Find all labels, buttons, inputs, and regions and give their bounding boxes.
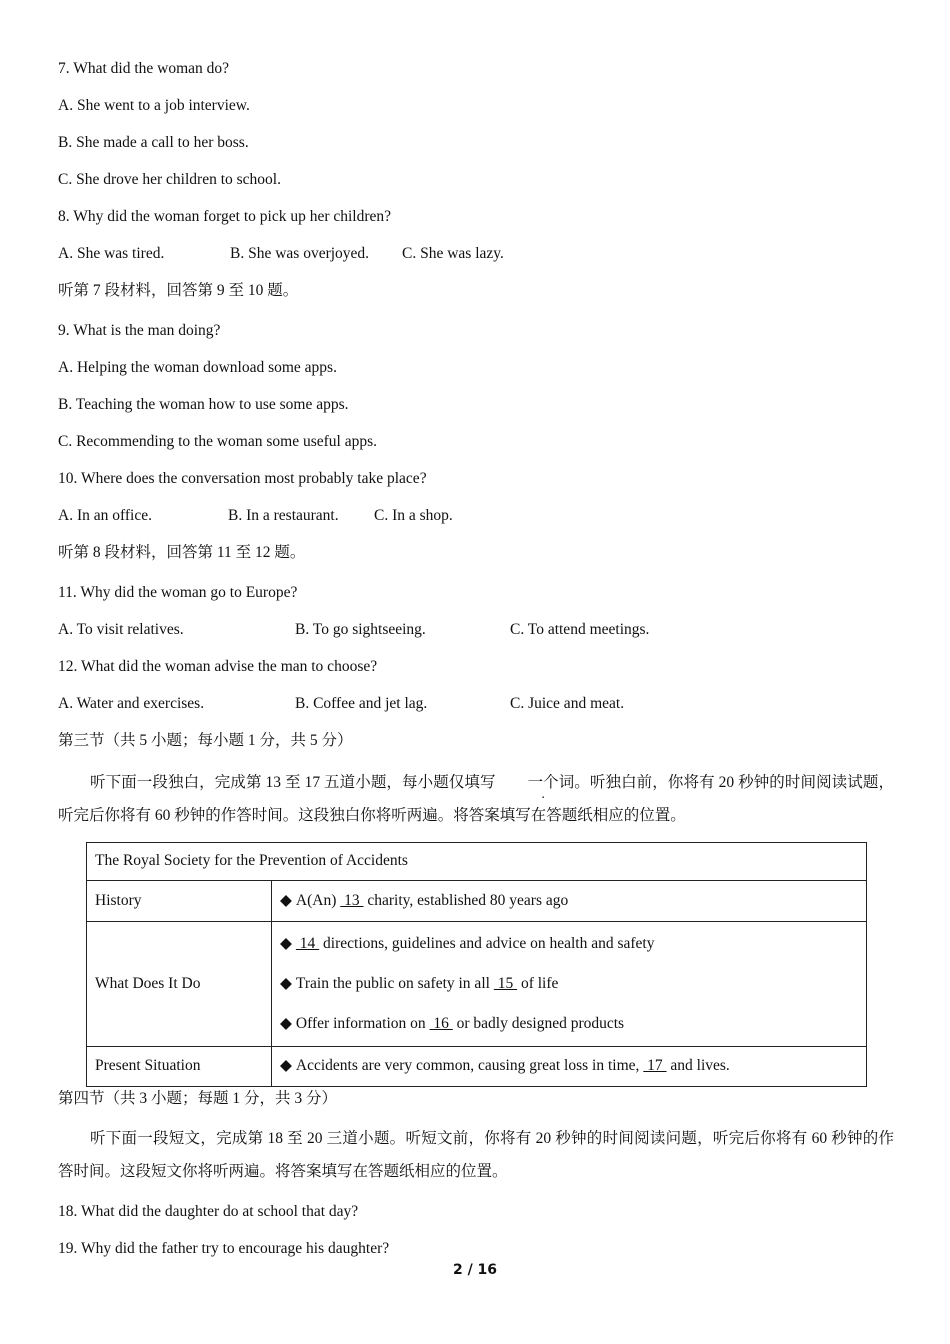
option-12c: C. Juice and meat.: [510, 695, 625, 712]
option-11c: C. To attend meetings.: [510, 621, 650, 638]
part-3-instr-post: 词。听独白前，你将有 20 秒钟的时间阅读试题，听完后你将有 60 秒钟的作答时间。这段独白你将听两遍。将答案填写在答题纸相应的位置。: [58, 774, 894, 824]
question-19: 19. Why did the father try to encourage his daughter?: [58, 1240, 390, 1257]
option-9a: A. Helping the woman download some apps.: [58, 359, 337, 376]
info-table: [86, 842, 867, 1087]
question-9: 9. What is the man doing?: [58, 322, 221, 339]
option-8c: C. She was lazy.: [402, 245, 504, 262]
option-7b: B. She made a call to her boss.: [58, 134, 249, 151]
option-8a: A. She was tired.: [58, 245, 165, 262]
row-content-history: ◆ A(An) 13 charity, established 80 years ago: [272, 881, 867, 922]
option-11b: B. To go sightseeing.: [295, 621, 426, 638]
page-number: 2 / 16: [452, 1262, 498, 1278]
blank-16: 16: [429, 1015, 453, 1032]
diamond-bullet-icon: ◆: [280, 1015, 292, 1032]
row-content-what-does-it-do: [272, 922, 867, 1047]
blank-13: 13: [340, 891, 364, 909]
option-10c: C. In a shop.: [374, 507, 453, 524]
what-do-item-1: ◆ 14 directions, guidelines and advice on health and safety: [280, 935, 655, 952]
row-label-what-does-it-do: What Does It Do: [87, 922, 272, 1047]
table-title: The Royal Society for the Prevention of Accidents: [87, 843, 867, 881]
section-7-instruction: 听第 7 段材料，回答第 9 至 10 题。: [58, 282, 299, 299]
question-7: 7. What did the woman do?: [58, 60, 230, 77]
part-4-heading: 第四节（共 3 小题；每题 1 分，共 3 分）: [58, 1090, 338, 1107]
part-3-heading: 第三节（共 5 小题；每小题 1 分，共 5 分）: [58, 732, 353, 749]
row-content-present-situation: ◆ Accidents are very common, causing great loss in time, 17 and lives.: [272, 1047, 867, 1087]
option-9b: B. Teaching the woman how to use some apps.: [58, 396, 349, 413]
option-8b: B. She was overjoyed.: [230, 245, 370, 262]
part-3-instructions: [58, 766, 894, 832]
emphasis-one-word: 一个: [527, 774, 559, 791]
option-11a: A. To visit relatives.: [58, 621, 184, 638]
what-do-item-3: ◆ Offer information on 16 or badly designed products: [280, 1015, 625, 1032]
blank-14: 14: [295, 935, 320, 952]
option-7a: A. She went to a job interview.: [58, 97, 250, 114]
diamond-bullet-icon: ◆: [280, 1057, 292, 1075]
option-9c: C. Recommending to the woman some useful apps.: [58, 433, 377, 450]
part-4-instructions: 听下面一段短文，完成第 18 至 20 三道小题。听短文前，你将有 20 秒钟的时间阅读问题，听完后你将有 60 秒钟的作答时间。这段短文你将听两遍。将答案填写在答题纸相应的位置。: [58, 1130, 894, 1180]
row-label-present-situation: Present Situation: [87, 1047, 272, 1087]
section-8-instruction: 听第 8 段材料，回答第 11 至 12 题。: [58, 544, 306, 561]
option-12a: A. Water and exercises.: [58, 695, 205, 712]
option-10b: B. In a restaurant.: [228, 507, 339, 524]
blank-15: 15: [493, 975, 518, 992]
question-11: 11. Why did the woman go to Europe?: [58, 584, 298, 601]
part-3-instr-pre: 听下面一段独白，完成第 13 至 17 五道小题，每小题仅填写: [90, 774, 496, 791]
option-10a: A. In an office.: [58, 507, 152, 524]
diamond-bullet-icon: ◆: [280, 891, 292, 909]
what-do-item-2: ◆ Train the public on safety in all 15 of life: [280, 975, 559, 992]
diamond-bullet-icon: ◆: [280, 975, 292, 992]
question-12: 12. What did the woman advise the man to choose?: [58, 658, 378, 675]
question-10: 10. Where does the conversation most probably take place?: [58, 470, 427, 487]
question-18: 18. What did the daughter do at school that day?: [58, 1203, 359, 1220]
question-8: 8. Why did the woman forget to pick up her children?: [58, 208, 392, 225]
blank-17: 17: [643, 1057, 667, 1075]
diamond-bullet-icon: ◆: [280, 935, 292, 952]
option-12b: B. Coffee and jet lag.: [295, 695, 428, 712]
option-7c: C. She drove her children to school.: [58, 171, 281, 188]
row-label-history: History: [87, 881, 272, 922]
